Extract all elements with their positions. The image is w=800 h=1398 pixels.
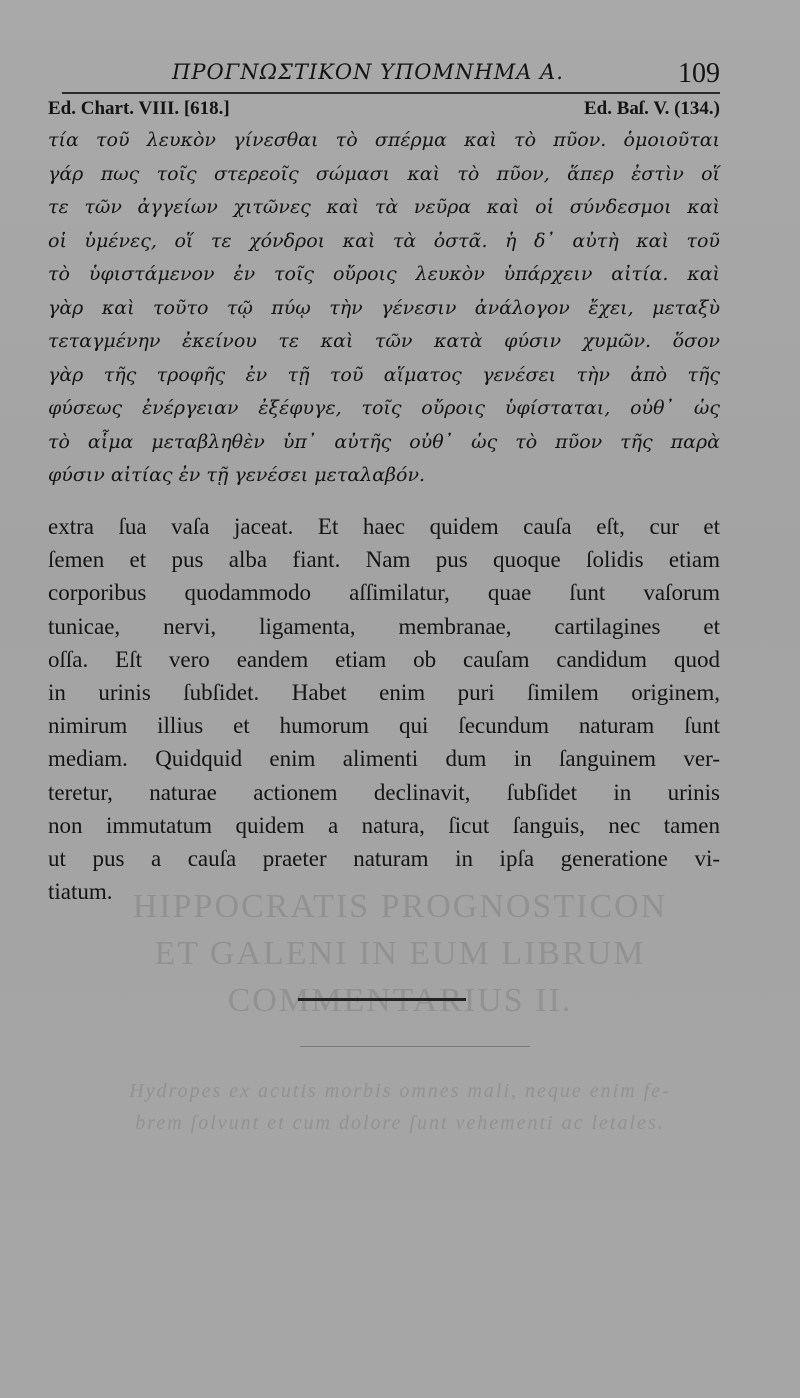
- greek-line: γὰρ τῆς τροφῆς ἐν τῇ τοῦ αἵματος γενέσει τὴν ἀπὸ τῆς: [48, 363, 720, 386]
- latin-line: extra ſua vaſa jaceat. Et haec quidem cauſa eſt, cur et: [48, 514, 720, 539]
- show-through-text-2: brem ſolvunt et cum dolore ſunt vehementi ac letales.: [135, 1112, 665, 1134]
- latin-line: mediam. Quidquid enim alimenti dum in ſanguinem ver-: [48, 746, 720, 772]
- edition-reference-line: [48, 98, 720, 124]
- latin-line: corporibus quodammodo aſſimilatur, quae ſunt vaſorum: [48, 580, 720, 606]
- latin-line: non immutatum quidem a natura, ſicut ſanguis, nec tamen: [48, 812, 720, 838]
- latin-line: ut pus a cauſa praeter naturam in ipſa generatione vi-: [48, 846, 720, 872]
- greek-text-block: [48, 124, 720, 493]
- show-through-heading-3: COMMENTARIUS II.: [227, 982, 573, 1019]
- latin-line: tiatum.: [48, 879, 113, 905]
- section-divider-rule: [298, 998, 466, 1001]
- latin-line: nimirum illius et humorum qui ſecundum naturam ſunt: [48, 713, 720, 739]
- greek-line: γάρ πως τοῖς στερεοῖς σώμασι καὶ τὸ πῦον, ἅπερ ἐστὶν οἵ: [48, 162, 720, 185]
- greek-line: γὰρ καὶ τοῦτο τῷ πύῳ τὴν γένεσιν ἀνάλογον ἔχει, μεταξὺ: [48, 296, 720, 319]
- latin-text-block: [48, 510, 720, 908]
- greek-line: τεταγμένην ἐκείνου τε καὶ τῶν κατὰ φύσιν χυμῶν. ὅσον: [48, 330, 720, 352]
- edition-reference-left: Ed. Chart. VIII. [618.]: [48, 98, 230, 119]
- greek-line: τὸ ὑφιστάμενον ἐν τοῖς οὔροις λευκὸν ὑπάρχειν αἰτία. καὶ: [48, 263, 720, 285]
- edition-reference-right: Ed. Baſ. V. (134.): [583, 98, 720, 119]
- show-through-text-1: Hydropes ex acutis morbis omnes mali, neque enim fe-: [129, 1080, 671, 1102]
- latin-line: ſemen et pus alba fiant. Nam pus quoque ſolidis etiam: [48, 547, 720, 573]
- show-through-rule: [300, 1046, 530, 1047]
- greek-line: τία τοῦ λευκὸν γίνεσθαι τὸ σπέρμα καὶ τὸ πῦον. ὁμοιοῦται: [48, 129, 720, 151]
- running-head: [62, 58, 720, 94]
- greek-line: φύσιν αἰτίας ἐν τῇ γενέσει μεταλαβόν.: [48, 464, 426, 486]
- greek-line: φύσεως ἐνέργειαν ἐξέφυγε, τοῖς οὔροις ὑφίσταται, οὐθ᾽ ὡς: [48, 397, 720, 419]
- latin-line: teretur, naturae actionem declinavit, ſubſidet in urinis: [48, 779, 720, 805]
- latin-line: oſſa. Eſt vero eandem etiam ob cauſam candidum quod: [48, 646, 720, 672]
- show-through-heading-1: HIPPOCRATIS PROGNOSTICON: [132, 888, 668, 925]
- running-head-title: ΠΡΟΓΝΩΣΤΙΚΟΝ ΥΠΟΜΝΗΜΑ Α.: [172, 60, 564, 84]
- greek-line: τὸ αἷμα μεταβληθὲν ὑπ᾽ αὐτῆς οὐθ᾽ ὡς τὸ πῦον τῆς παρὰ: [48, 430, 720, 453]
- greek-line: οἱ ὑμένες, οἵ τε χόνδροι καὶ τὰ ὀστᾶ. ἡ δ᾽ αὐτὴ καὶ τοῦ: [48, 229, 720, 252]
- latin-line: tunicae, nervi, ligamenta, membranae, cartilagines et: [48, 613, 720, 639]
- latin-line: in urinis ſubſidet. Habet enim puri ſimilem originem,: [48, 680, 720, 706]
- show-through-heading-2: ET GALENI IN EUM LIBRUM: [154, 935, 646, 972]
- greek-line: τε τῶν ἀγγείων χιτῶνες καὶ τὰ νεῦρα καὶ οἱ σύνδεσμοι καὶ: [48, 196, 720, 218]
- page-number: 109: [678, 58, 720, 89]
